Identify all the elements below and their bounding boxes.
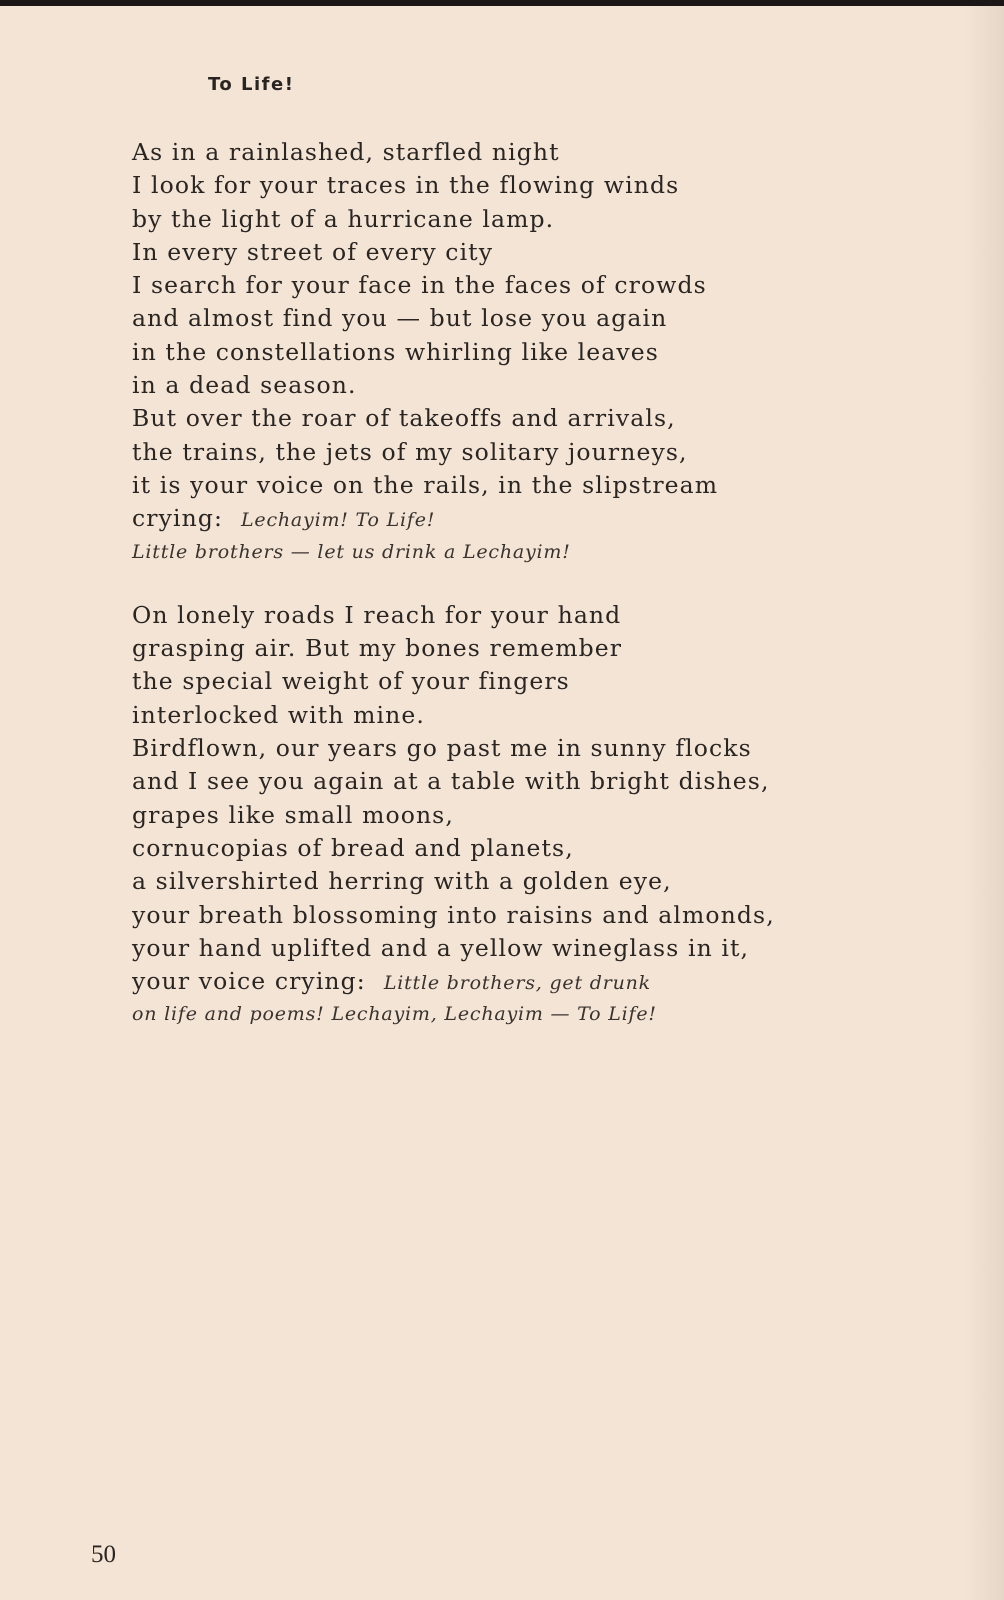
page-top-edge [0, 0, 1004, 6]
poem-line: grasping air. But my bones remember [132, 634, 623, 663]
poem-line: the trains, the jets of my solitary journeys, [132, 437, 688, 466]
poem-italic-line: on life and poems! Lechayim, Lechayim — To Life! [132, 1003, 657, 1026]
poem-line: and I see you again at a table with bright dishes, [132, 767, 770, 796]
poem-line: I search for your face in the faces of crowds [132, 271, 707, 300]
poem-line: in a dead season. [132, 371, 357, 400]
poem-line: by the light of a hurricane lamp. [132, 204, 555, 233]
poem-line-text: crying: [132, 504, 223, 533]
poem-line-mixed [132, 965, 992, 998]
page-title: To Life! [208, 74, 295, 95]
poem-line: cornucopias of bread and planets, [132, 833, 574, 862]
poem-line: a silvershirted herring with a golden eye, [132, 867, 672, 896]
poem-line: interlocked with mine. [132, 700, 425, 729]
poem-italic-phrase: Little brothers, get drunk [383, 972, 651, 995]
poem-line: in the constellations whirling like leaves [132, 337, 659, 366]
poem-italic-line: Little brothers — let us drink a Lechayim! [132, 540, 571, 563]
poem-line: In every street of every city [132, 237, 494, 266]
poem-line: Birdflown, our years go past me in sunny flocks [132, 734, 752, 763]
poem-line: I look for your traces in the flowing winds [132, 171, 680, 200]
poem-line: grapes like small moons, [132, 800, 454, 829]
stanza-1 [132, 136, 992, 569]
poem-line-text: your voice crying: [132, 967, 366, 996]
page-number: 50 [91, 1541, 116, 1568]
poem-line: the special weight of your fingers [132, 667, 570, 696]
stanza-2 [132, 599, 992, 1032]
poem-line: As in a rainlashed, starfled night [132, 138, 560, 166]
poem-line-mixed [132, 502, 992, 535]
poem-line: your hand uplifted and a yellow wineglass in it, [132, 933, 750, 962]
poem-line: and almost find you — but lose you again [132, 304, 668, 333]
poem-line: On lonely roads I reach for your hand [132, 600, 622, 629]
poem-body [132, 136, 992, 1032]
poem-line: it is your voice on the rails, in the slipstream [132, 470, 719, 499]
poem-line: But over the roar of takeoffs and arrivals, [132, 404, 676, 433]
poem-italic-phrase: Lechayim! To Life! [240, 509, 436, 532]
poem-line: your breath blossoming into raisins and almonds, [132, 900, 775, 929]
